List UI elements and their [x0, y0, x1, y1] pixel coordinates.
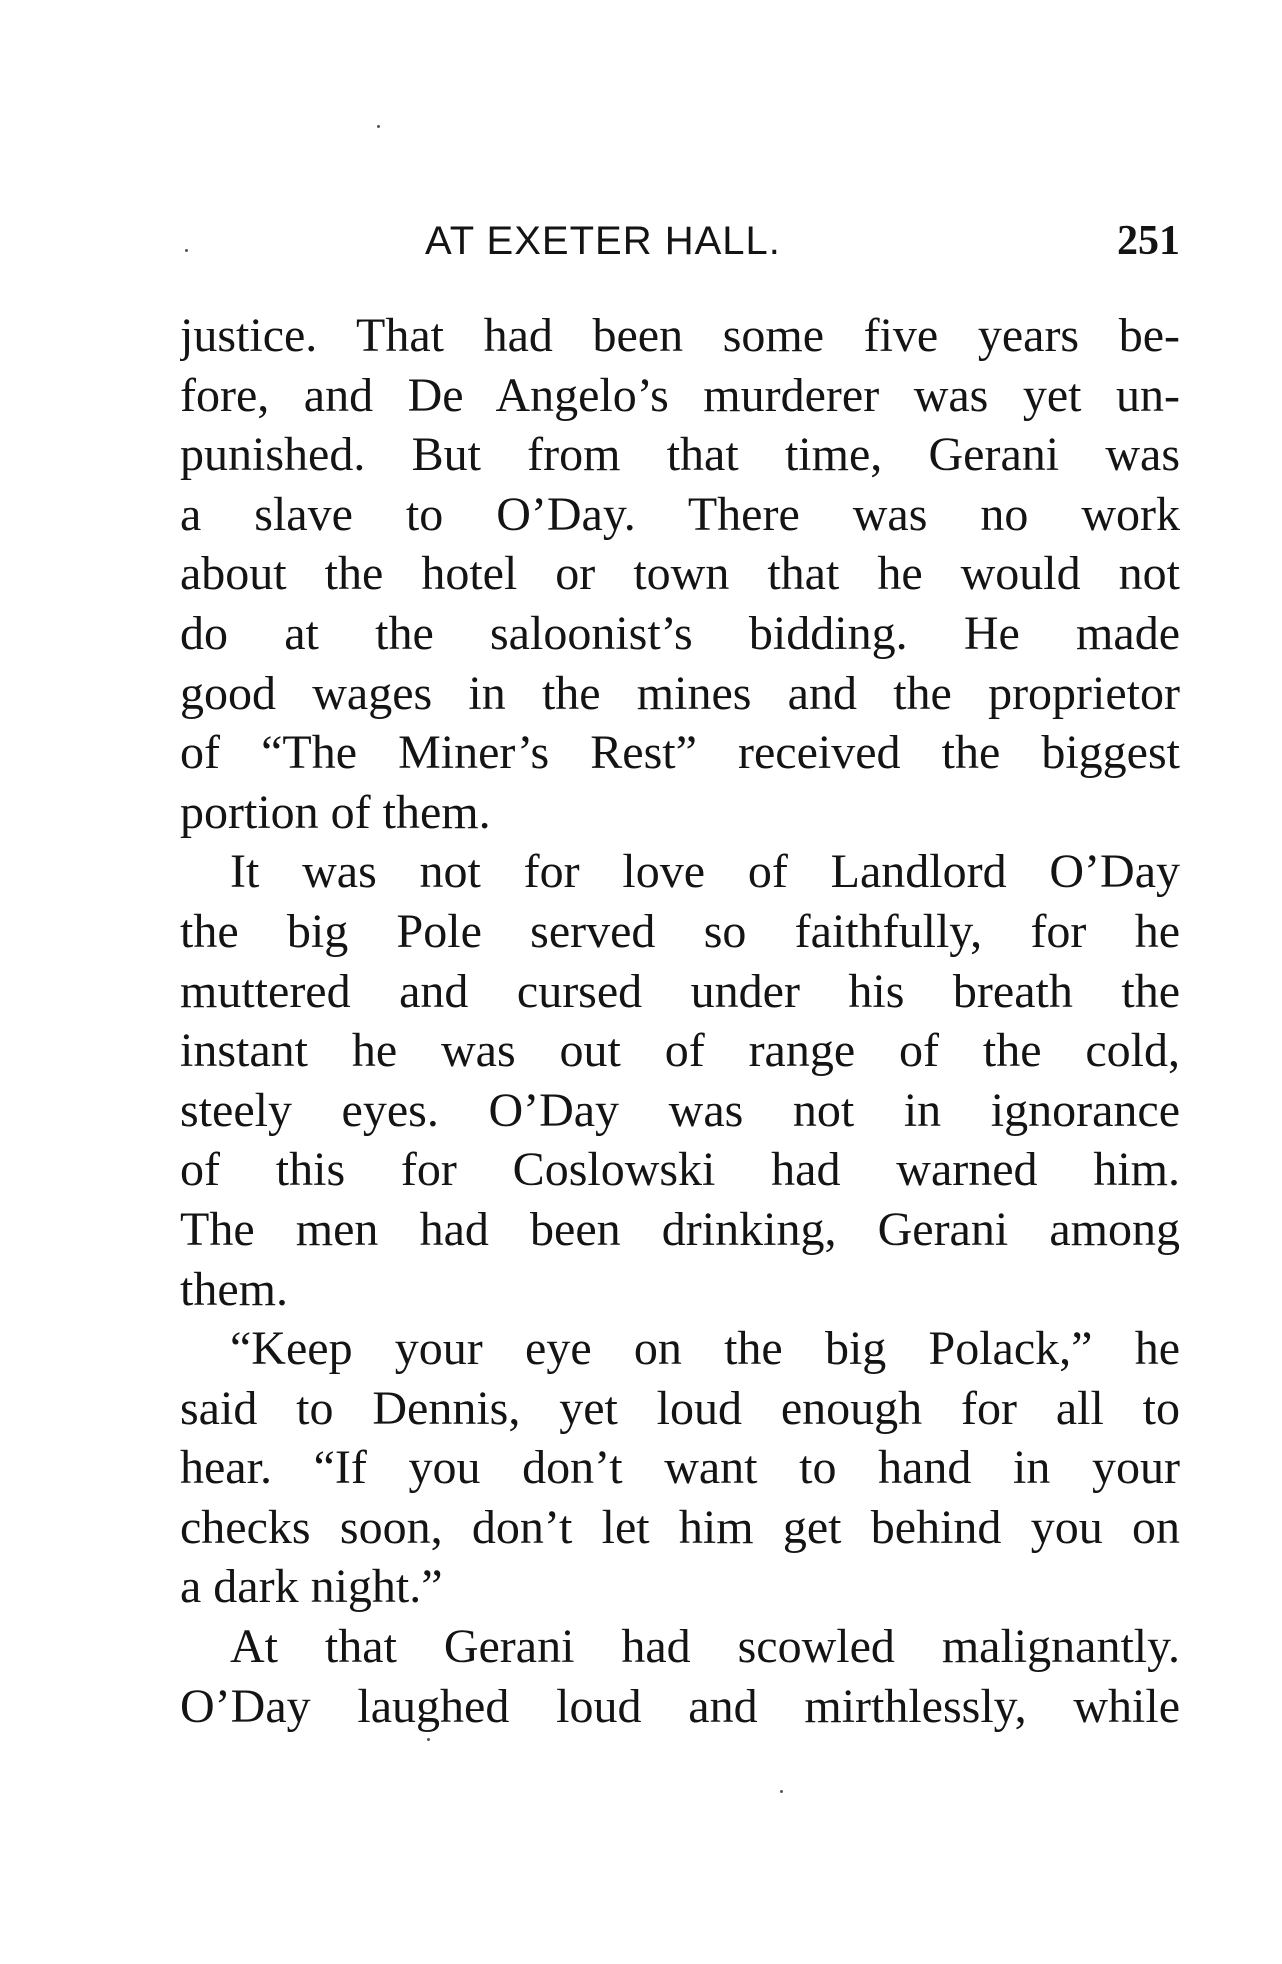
text-line: said to Dennis, yet loud enough for all to	[180, 1381, 1180, 1435]
text-line: justice. That had been some five years be-	[180, 309, 1180, 362]
text-line: fore, and De Angelo’s murderer was yet un-	[180, 368, 1180, 422]
scan-speck	[377, 125, 380, 128]
text-line: of this for Coslowski had warned him.	[180, 1143, 1180, 1197]
text-line: At that Gerani had scowled malignantly.	[230, 1620, 1180, 1674]
running-head: AT EXETER HALL.	[425, 219, 781, 263]
text-line: “Keep your eye on the big Polack,” he	[230, 1322, 1180, 1376]
page-header	[180, 213, 1180, 269]
text-line: steely eyes. O’Day was not in ignorance	[180, 1083, 1180, 1137]
page-number: 251	[1117, 218, 1180, 264]
text-line: a dark night.”	[180, 1560, 443, 1614]
text-line: instant he was out of range of the cold,	[180, 1024, 1180, 1078]
text-line: them.	[180, 1262, 288, 1316]
scan-speck	[185, 249, 188, 252]
body-text	[180, 306, 1180, 1736]
text-line: a slave to O’Day. There was no work	[180, 487, 1180, 541]
text-line: punished. But from that time, Gerani was	[180, 428, 1180, 482]
text-line: the big Pole served so faithfully, for he	[180, 904, 1180, 958]
text-line: of “The Miner’s Rest” received the biggest	[180, 726, 1180, 780]
text-line: checks soon, don’t let him get behind you on	[180, 1500, 1180, 1554]
text-line: good wages in the mines and the proprietor	[180, 666, 1180, 720]
text-line: about the hotel or town that he would not	[180, 547, 1180, 601]
text-line: hear. “If you don’t want to hand in your	[180, 1441, 1180, 1495]
scan-speck	[780, 1790, 783, 1793]
text-line: The men had been drinking, Gerani among	[180, 1202, 1180, 1256]
text-line: O’Day laughed loud and mirthlessly, while	[180, 1679, 1180, 1733]
text-line: do at the saloonist’s bidding. He made	[180, 606, 1180, 660]
text-line: portion of them.	[180, 785, 491, 839]
scan-speck	[427, 1738, 430, 1741]
text-line: It was not for love of Landlord O’Day	[230, 845, 1180, 899]
text-line: muttered and cursed under his breath the	[180, 964, 1180, 1018]
